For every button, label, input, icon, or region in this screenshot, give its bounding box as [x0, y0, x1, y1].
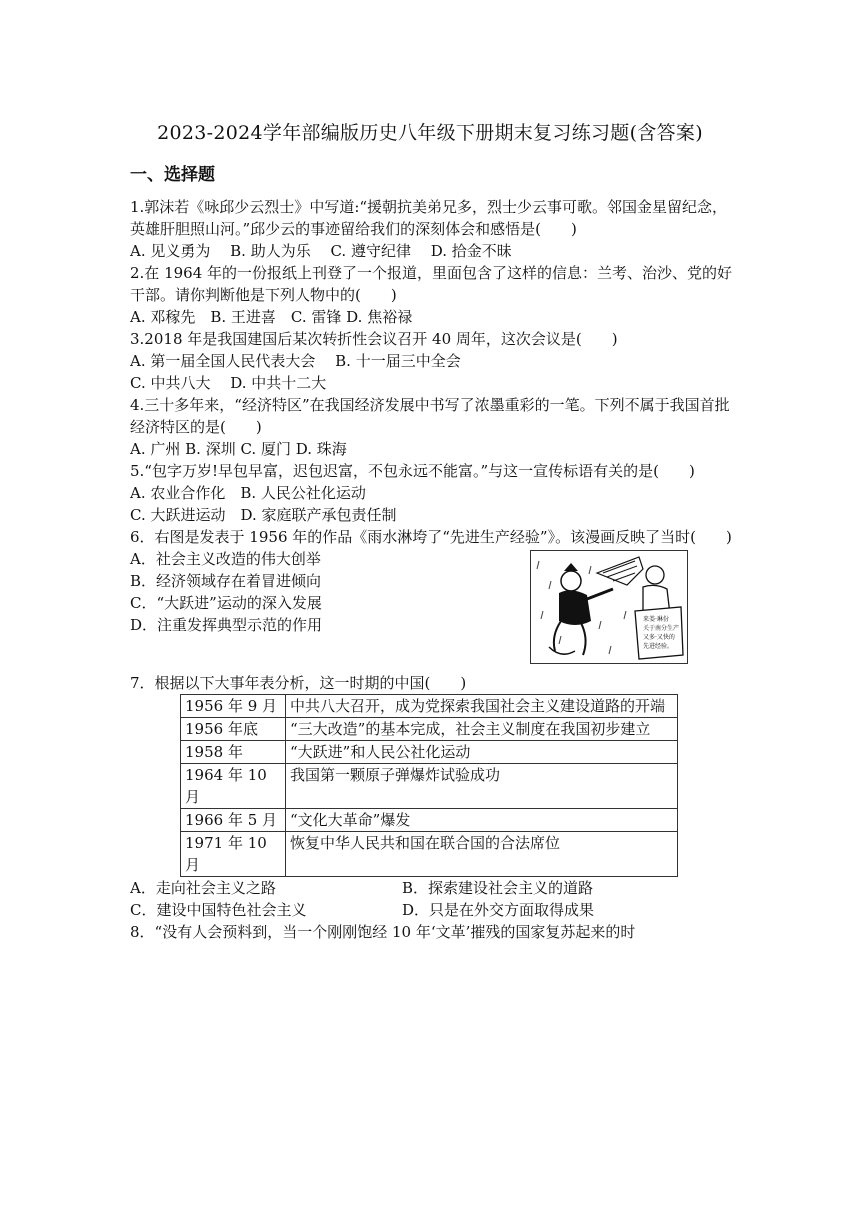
events-table: [180, 694, 678, 877]
table-row: [181, 718, 678, 741]
svg-text:又多·又快的: 又多·又快的: [643, 634, 675, 641]
q2-stem: 2.在 1964 年的一份报纸上刊登了一个报道，里面包含了这样的信息：兰考、治沙、党的好干部。请你判断他是下列人物中的( ): [130, 264, 733, 304]
q5-options-line2: C. 大跃进运动 D. 家庭联产承包责任制: [130, 506, 397, 524]
q5-options-line1: A. 农业合作化 B. 人民公社化运动: [130, 484, 366, 502]
q6-option-d: D．注重发挥典型示范的作用: [130, 616, 323, 634]
event-description: “三大改造”的基本完成，社会主义制度在我国初步建立: [286, 718, 678, 741]
table-row: [181, 741, 678, 764]
q5-stem: 5.“包字万岁!早包早富，迟包迟富，不包永远不能富。”与这一宣传标语有关的是( ): [130, 462, 695, 480]
event-date: 1956 年底: [181, 718, 286, 741]
q7-option-d: D．只是在外交方面取得成果: [402, 901, 595, 919]
q7-options-line2: [130, 899, 736, 921]
q6-option-c: C．“大跃进”运动的深入发展: [130, 594, 322, 612]
event-description: “大跃进”和人民公社化运动: [286, 741, 678, 764]
q6-stem: 6．右图是发表于 1956 年的作品《雨水淋垮了“先进生产经验”》。该漫画反映了当时( ): [130, 528, 732, 546]
q3-stem: 3.2018 年是我国建国后某次转折性会议召开 40 周年，这次会议是( ): [130, 330, 618, 348]
event-description: 中共八大召开，成为党探索我国社会主义建设道路的开端: [286, 695, 678, 718]
q7-options-line1: [130, 877, 736, 899]
table-row: [181, 809, 678, 832]
q2-options: A. 邓稼先 B. 王进喜 C. 雷锋 D. 焦裕禄: [130, 308, 413, 326]
question-list: [130, 196, 736, 943]
q4-options: A. 广州 B. 深圳 C. 厦门 D. 珠海: [130, 440, 347, 458]
svg-text:来娄·琳份: 来娄·琳份: [643, 616, 669, 623]
event-date: 1956 年 9 月: [181, 695, 286, 718]
q7-stem: 7．根据以下大事年表分析，这一时期的中国( ): [130, 674, 467, 692]
table-row: [181, 764, 678, 809]
document-title: 2023-2024学年部编版历史八年级下册期末复习练习题(含答案): [157, 122, 703, 144]
q1-stem: 1.郭沫若《咏邱少云烈士》中写道:“援朝抗美弟兄多，烈士少云事可歌。邻国金星留纪念，英雄肝胆照山河。”邱少云的事迹留给我们的深刻体会和感悟是( ): [130, 198, 728, 238]
q4-stem: 4.三十多年来，“经济特区”在我国经济发展中书写了浓墨重彩的一笔。下列不属于我国首批经济特区的是( ): [130, 396, 730, 436]
q7-option-c: C．建设中国特色社会主义: [130, 901, 307, 919]
table-row: [181, 695, 678, 718]
event-description: “文化大革命”爆发: [286, 809, 678, 832]
event-date: 1964 年 10 月: [181, 764, 286, 809]
q7-option-b: B．探索建设社会主义的道路: [402, 879, 594, 897]
q6-block: [130, 548, 736, 666]
event-date: 1958 年: [181, 741, 286, 764]
event-date: 1966 年 5 月: [181, 809, 286, 832]
q8-stem: 8．“没有人会预料到，当一个刚刚饱经 10 年‘文革’摧残的国家复苏起来的时: [130, 923, 636, 941]
event-description: 恢复中华人民共和国在联合国的合法席位: [286, 832, 678, 877]
event-date: 1971 年 10 月: [181, 832, 286, 877]
svg-text:关于南分生产: 关于南分生产: [643, 625, 680, 632]
cartoon-image: [530, 550, 688, 664]
section-heading: 一、选择题: [130, 165, 215, 185]
q1-options: A. 见义勇为 B. 助人为乐 C. 遵守纪律 D. 拾金不昧: [130, 242, 512, 260]
q3-options-line2: C. 中共八大 D. 中共十二大: [130, 374, 327, 392]
q6-option-a: A．社会主义改造的伟大创举: [130, 550, 321, 568]
table-row: [181, 832, 678, 877]
svg-text:先进经验。: 先进经验。: [643, 643, 674, 650]
q6-option-b: B．经济领域存在着冒进倾向: [130, 572, 322, 590]
q3-options-line1: A. 第一届全国人民代表大会 B. 十一届三中全会: [130, 352, 461, 370]
event-description: 我国第一颗原子弹爆炸试验成功: [286, 764, 678, 809]
q7-option-a: A．走向社会主义之路: [130, 879, 276, 897]
